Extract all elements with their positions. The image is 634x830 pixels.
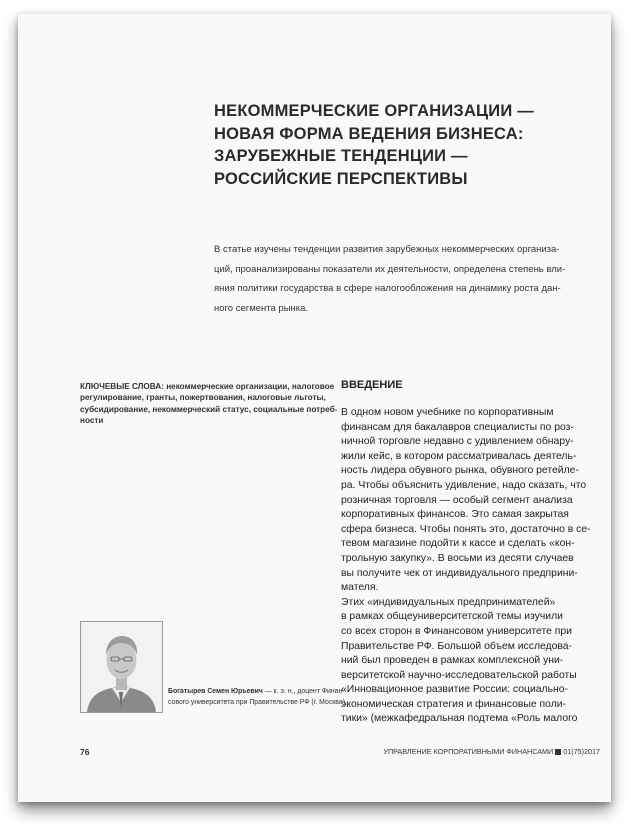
body-line: ний был проведен в рамках комплексной уни- [341, 655, 564, 667]
title-line: ЗАРУБЕЖНЫЕ ТЕНДЕНЦИИ — [214, 147, 468, 165]
body-line: корпоративных финансов. Это самая закрытая [341, 509, 569, 521]
body-line: ра. Чтобы объяснить удивление, надо сказать, что [341, 479, 587, 491]
journal-page [18, 14, 611, 802]
body-line: вы получите чек от индивидуального предприни- [341, 567, 578, 579]
body-line: розничная торговля — особый сегмент анализа [341, 494, 573, 506]
body-line: тики» (межкафедральная подтема «Роль малого [341, 713, 578, 725]
page-number: 76 [80, 747, 90, 757]
body-line: финансам для бакалавров специалисты по роз- [341, 421, 574, 433]
article-title [214, 100, 594, 190]
author-credentials: — к. э. н., доцент Финан- [262, 688, 345, 695]
keywords-line: субсидирование, некоммерческий статус, социальные потреб- [80, 404, 338, 414]
issue-number: 01(75)2017 [563, 747, 600, 756]
running-footer [383, 747, 600, 756]
body-line: Этих «индивидуальных предпринимателей» [341, 596, 556, 608]
abstract-line: ного сегмента рынка. [214, 303, 309, 315]
section-heading: ВВЕДЕНИЕ [341, 379, 403, 391]
body-line: со всех сторон в Финансовом университете при [341, 625, 572, 637]
body-line: сфера бизнеса. Чтобы понять это, достаточно в се- [341, 523, 591, 535]
author-affiliation: сового университета при Правительстве РФ (г. Москва) [168, 698, 345, 706]
body-line: экономическая стратегия и финансовые поли- [341, 698, 567, 710]
keywords-line: КЛЮЧЕВЫЕ СЛОВА: некоммерческие организации, налоговое [80, 382, 335, 391]
abstract-line: яния политики государства в сфере налогообложения на динамику роста дан- [214, 283, 561, 295]
author-name: Богатырев Семен Юрьевич [168, 688, 263, 695]
body-line: мателя. [341, 582, 379, 594]
body-line: Правительстве РФ. Большой объем исследова- [341, 640, 573, 652]
body-line: тевом магазине подойти к кассе и сделать «кон- [341, 538, 575, 550]
body-line: верситетской научно-исследовательской работы [341, 669, 577, 681]
title-line: РОССИЙСКИЕ ПЕРСПЕКТИВЫ [214, 169, 468, 188]
abstract-line: ций, проанализированы показатели их деятельности, определена степень вли- [214, 263, 566, 275]
body-line: ность лидера обувного рынка, обувного ретейле- [341, 465, 579, 477]
body-line: «Инновационное развитие России: социально- [341, 684, 569, 696]
square-separator-icon [555, 749, 561, 755]
introduction-text [341, 406, 601, 727]
author-info [168, 687, 358, 708]
body-line: в рамках общеуниверситетской темы изучили [341, 611, 563, 623]
author-line [168, 687, 358, 698]
author-portrait-icon [81, 622, 162, 712]
body-line: ничной торговле недавно с удивлением обнару- [341, 436, 574, 448]
keywords-line: ности [80, 415, 104, 425]
body-line: жили кейс, в котором рассматривалась деятель- [341, 450, 577, 462]
keywords [80, 381, 340, 426]
journal-name: УПРАВЛЕНИЕ КОРПОРАТИВНЫМИ ФИНАНСАМИ [383, 747, 554, 756]
keywords-line: регулирование, гранты, пожертвования, налоговые льготы, [80, 393, 326, 403]
body-line: трольную закупку». В восьми из десяти случаев [341, 552, 574, 564]
abstract [214, 240, 586, 319]
abstract-line: В статье изучены тенденции развития зарубежных некоммерческих организа- [214, 244, 560, 255]
title-line: НОВАЯ ФОРМА ВЕДЕНИЯ БИЗНЕСА: [214, 124, 524, 143]
author-photo [80, 621, 163, 713]
title-line: НЕКОММЕРЧЕСКИЕ ОРГАНИЗАЦИИ — [214, 102, 534, 120]
body-line: В одном новом учебнике по корпоративным [341, 407, 554, 418]
